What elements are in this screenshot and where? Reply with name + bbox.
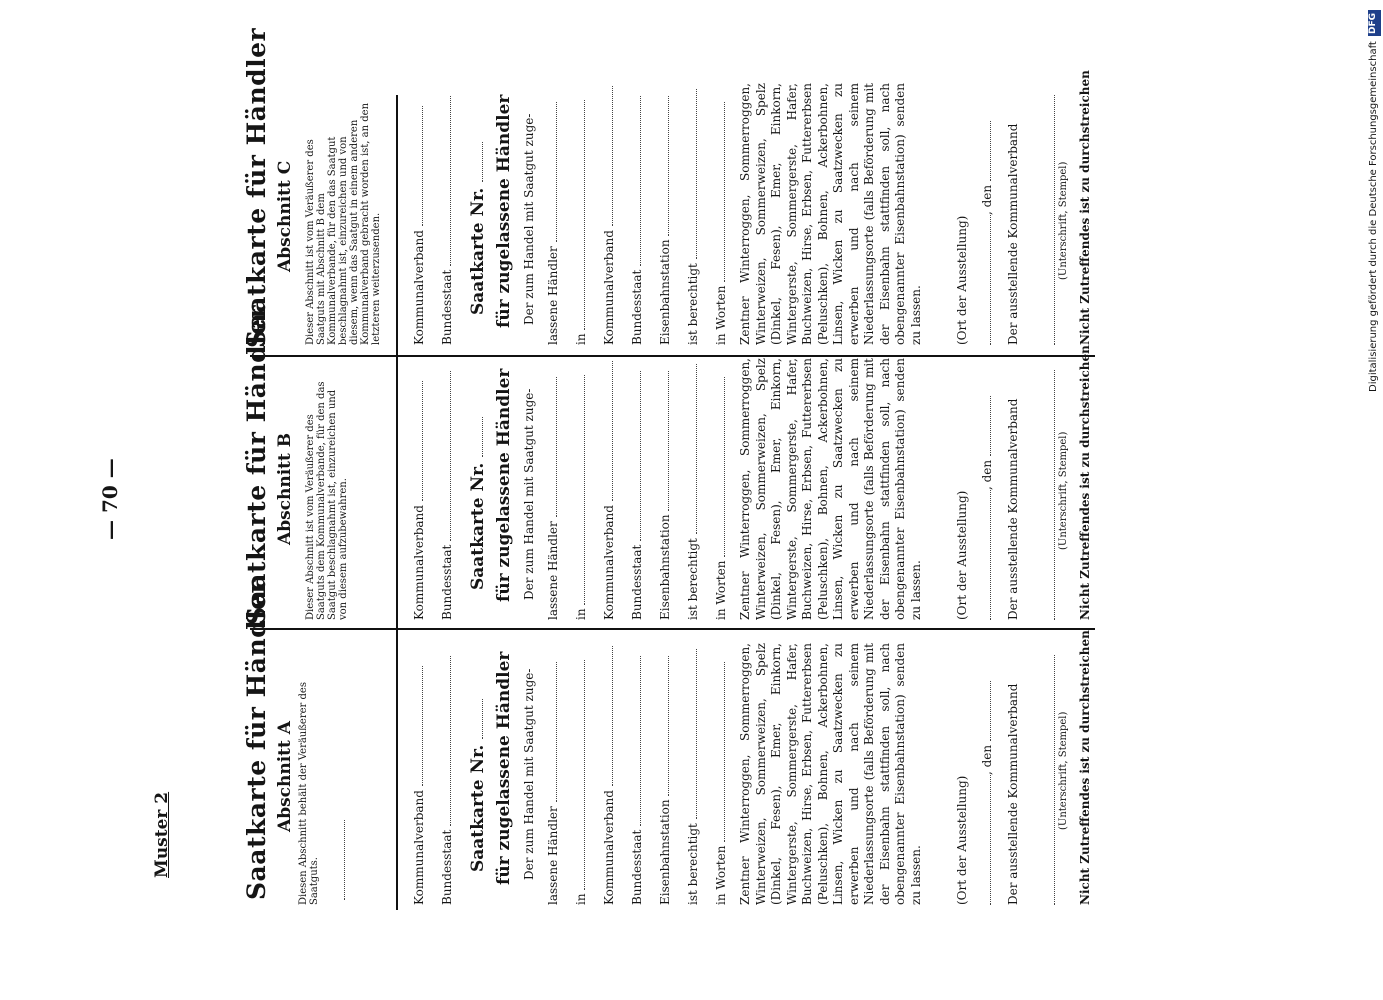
section-a-worten-field[interactable] [724, 662, 725, 842]
section-b-dealer-field[interactable] [556, 377, 557, 517]
section-a-ort: (Ort der Ausstellung) [955, 775, 969, 905]
section-a-kommunalverband-field[interactable] [422, 666, 423, 786]
section-a-eisenbahnstation: Eisenbahnstation [658, 656, 672, 905]
section-a-signature-line[interactable] [1040, 655, 1059, 905]
section-b-bundesstaat-field[interactable] [450, 371, 451, 541]
section-a-signature: (Unterschrift, Stempel) [1058, 711, 1069, 830]
section-c-kommunalverband: Kommunalverband [412, 106, 426, 345]
dfg-logo: DFG [1368, 10, 1381, 36]
section-b-card-nr: Saatkarte Nr. [468, 417, 488, 590]
section-c-ort: (Ort der Ausstellung) [955, 215, 969, 345]
section-b-dealer-line-1: Der zum Handel mit Saatgut zuge- [522, 388, 536, 600]
section-b-kommunalverband-field[interactable] [422, 381, 423, 501]
section-a-berechtigt-field[interactable] [696, 649, 697, 819]
section-b-kommunalverband-2-field[interactable] [612, 361, 613, 501]
section-a-in: in [574, 660, 588, 905]
section-a-body: Zentner Winterroggen, Sommerroggen, Winterweizen, Sommerweizen, Spelz (Dinkel, Fesen), Emer, Einkorn, Wintergerste, Sommergerste, Hafer, Buchweizen, Hirse, Erbsen, Futtererbsen (Peluschken), Bohnen, Ackerbohnen, Linsen, Wicken zu Saatzwecken zu erwerben und nach seinem Niederlassungsorte (falls Beförderung mit der Eisenbahn stattfinden soll, nach obengenannter Eisenbahnstation) senden zu lassen. [738, 643, 923, 905]
section-a-kommunalverband-2: Kommunalverband [602, 646, 616, 905]
section-b-label: Abschnitt B [275, 432, 295, 545]
section-c-card-nr: Saatkarte Nr. [468, 142, 488, 315]
section-c-eisenbahnstation-field[interactable] [668, 96, 669, 236]
section-c-kommunalverband-2: Kommunalverband [602, 86, 616, 345]
section-b-date: , den [980, 396, 994, 620]
section-a-dealer-line-2: lassene Händler [546, 662, 560, 905]
section-a-issuer: Der ausstellende Kommunalverband [1006, 683, 1020, 905]
section-c-body: Zentner Winterroggen, Sommerroggen, Winterweizen, Sommerweizen, Spelz (Dinkel, Fesen), Emer, Einkorn, Wintergerste, Sommergerste, Hafer, Buchweizen, Hirse, Erbsen, Futtererbsen (Peluschken), Bohnen, Ackerbohnen, Linsen, Wicken zu Saatzwecken zu erwerben und nach seinem Niederlassungsorte (falls Beförderung mit der Eisenbahn stattfinden soll, nach obengenannter Eisenbahnstation) senden zu lassen. [738, 83, 923, 345]
section-b-card-nr-field[interactable] [482, 417, 483, 457]
section-a-dealer-field[interactable] [556, 662, 557, 802]
section-a-date-field[interactable] [990, 775, 991, 905]
section-c-bundesstaat-2-field[interactable] [640, 96, 641, 266]
section-b-signature-line[interactable] [1040, 370, 1059, 620]
section-b-ort: (Ort der Ausstellung) [955, 490, 969, 620]
section-a-bundesstaat-field[interactable] [450, 656, 451, 826]
section-a-bundesstaat-2: Bundesstaat [630, 656, 644, 905]
section-b-worten-field[interactable] [724, 377, 725, 557]
section-c-bundesstaat-field[interactable] [450, 96, 451, 266]
section-a-eisenbahnstation-field[interactable] [668, 656, 669, 796]
section-c-kommunalverband-field[interactable] [422, 106, 423, 226]
section-c-description: Dieser Abschnitt ist vom Veräußerer des Saatguts mit Abschnitt B dem Kommunalverbande, für den das Saatgut beschlagnahmt ist, einzureichen und von diesem, wenn das Saatgut in einem anderen Kommunalverband gebracht worden ist, an den letzteren weiterzusenden. [305, 102, 382, 345]
muster-label: Muster 2 [152, 791, 172, 878]
section-a-description: Diesen Abschnitt behält der Veräußerer des Saatguts. [298, 682, 320, 905]
section-b-strike-note: Nicht Zutreffendes ist zu durchstreichen [1078, 345, 1092, 620]
section-c-strike-note: Nicht Zutreffendes ist zu durchstreichen [1078, 70, 1092, 345]
section-a-strike-note: Nicht Zutreffendes ist zu durchstreichen [1078, 630, 1092, 905]
section-b-body: Zentner Winterroggen, Sommerroggen, Winterweizen, Sommerweizen, Spelz (Dinkel, Fesen), Emer, Einkorn, Wintergerste, Sommergerste, Hafer, Buchweizen, Hirse, Erbsen, Futtererbsen (Peluschken), Bohnen, Ackerbohnen, Linsen, Wicken zu Saatzwecken zu erwerben und nach seinem Niederlassungsorte (falls Beförderung mit der Eisenbahn stattfinden soll, nach obengenannter Eisenbahnstation) senden zu lassen. [738, 358, 923, 620]
section-a-label: Abschnitt A [275, 721, 295, 832]
section-b-worten: in Worten [714, 377, 728, 620]
section-c-worten: in Worten [714, 102, 728, 345]
section-a-in-field[interactable] [584, 660, 585, 890]
page-number: — 70 — [98, 458, 122, 540]
section-a-card-nr-field[interactable] [482, 699, 483, 739]
section-b-bundesstaat-2-field[interactable] [640, 371, 641, 541]
section-c-dealer-field[interactable] [556, 102, 557, 242]
section-b-dealer-line-2: lassene Händler [546, 377, 560, 620]
section-c-label: Abschnitt C [275, 160, 295, 272]
section-b-eisenbahnstation-field[interactable] [668, 371, 669, 511]
section-c-kommunalverband-2-field[interactable] [612, 86, 613, 226]
section-c-signature: (Unterschrift, Stempel) [1058, 161, 1069, 280]
section-b-date-field[interactable] [990, 490, 991, 620]
section-b-berechtigt: ist berechtigt [686, 364, 700, 620]
section-a-bundesstaat-2-field[interactable] [640, 656, 641, 826]
section-c-in: in [574, 100, 588, 345]
section-c-signature-line[interactable] [1040, 95, 1059, 345]
section-b-in-field[interactable] [584, 375, 585, 605]
section-divider-bc [250, 355, 1095, 357]
section-c-eisenbahnstation: Eisenbahnstation [658, 96, 672, 345]
section-c-berechtigt: ist berechtigt [686, 89, 700, 345]
section-b-issuer: Der ausstellende Kommunalverband [1006, 398, 1020, 620]
section-a-berechtigt: ist berechtigt [686, 649, 700, 905]
section-b-for-dealers: für zugelassene Händler [494, 368, 514, 602]
section-c-bundesstaat-2: Bundesstaat [630, 96, 644, 345]
section-b-kommunalverband-2: Kommunalverband [602, 361, 616, 620]
section-c-worten-field[interactable] [724, 102, 725, 282]
section-c-bundesstaat: Bundesstaat [440, 96, 454, 345]
section-c-dealer-line-1: Der zum Handel mit Saatgut zuge- [522, 113, 536, 325]
section-b-bundesstaat-2: Bundesstaat [630, 371, 644, 620]
section-a-dealer-line-1: Der zum Handel mit Saatgut zuge- [522, 668, 536, 880]
digitization-note: Digitalisierung gefördert durch die Deutsche Forschungsgemeinschaft [1368, 41, 1379, 392]
section-a-bundesstaat: Bundesstaat [440, 656, 454, 905]
section-a-for-dealers: für zugelassene Händler [494, 651, 514, 885]
section-c-issuer: Der ausstellende Kommunalverband [1006, 123, 1020, 345]
section-c-berechtigt-field[interactable] [696, 89, 697, 259]
section-a-title: Saatkarte für Händler [242, 579, 271, 900]
section-c-card-nr-field[interactable] [482, 142, 483, 182]
section-b-title: Saatkarte für Händler [242, 304, 271, 625]
section-c-date-field[interactable] [990, 215, 991, 345]
section-c-date: , den [980, 121, 994, 345]
section-b-description: Dieser Abschnitt ist vom Veräußerer des Saatguts dem Kommunalverbande, für den das Saatgut beschlagnahmt ist, einzureichen und von diesem aufzubewahren. [305, 381, 349, 620]
section-b-bundesstaat: Bundesstaat [440, 371, 454, 620]
section-a-description-dots [330, 820, 349, 900]
section-a-date: , den [980, 681, 994, 905]
section-b-berechtigt-field[interactable] [696, 364, 697, 534]
section-a-worten: in Worten [714, 662, 728, 905]
section-b-in: in [574, 375, 588, 620]
header-divider [396, 95, 398, 910]
section-b-eisenbahnstation: Eisenbahnstation [658, 371, 672, 620]
section-a-kommunalverband: Kommunalverband [412, 666, 426, 905]
section-divider-ab [250, 628, 1095, 630]
section-c-in-field[interactable] [584, 100, 585, 330]
section-b-kommunalverband: Kommunalverband [412, 381, 426, 620]
section-c-dealer-line-2: lassene Händler [546, 102, 560, 345]
section-a-card-nr: Saatkarte Nr. [468, 699, 488, 872]
section-c-title: Saatkarte für Händler [242, 27, 271, 348]
section-b-signature: (Unterschrift, Stempel) [1058, 431, 1069, 550]
section-c-for-dealers: für zugelassene Händler [494, 94, 514, 328]
section-a-kommunalverband-2-field[interactable] [612, 646, 613, 786]
